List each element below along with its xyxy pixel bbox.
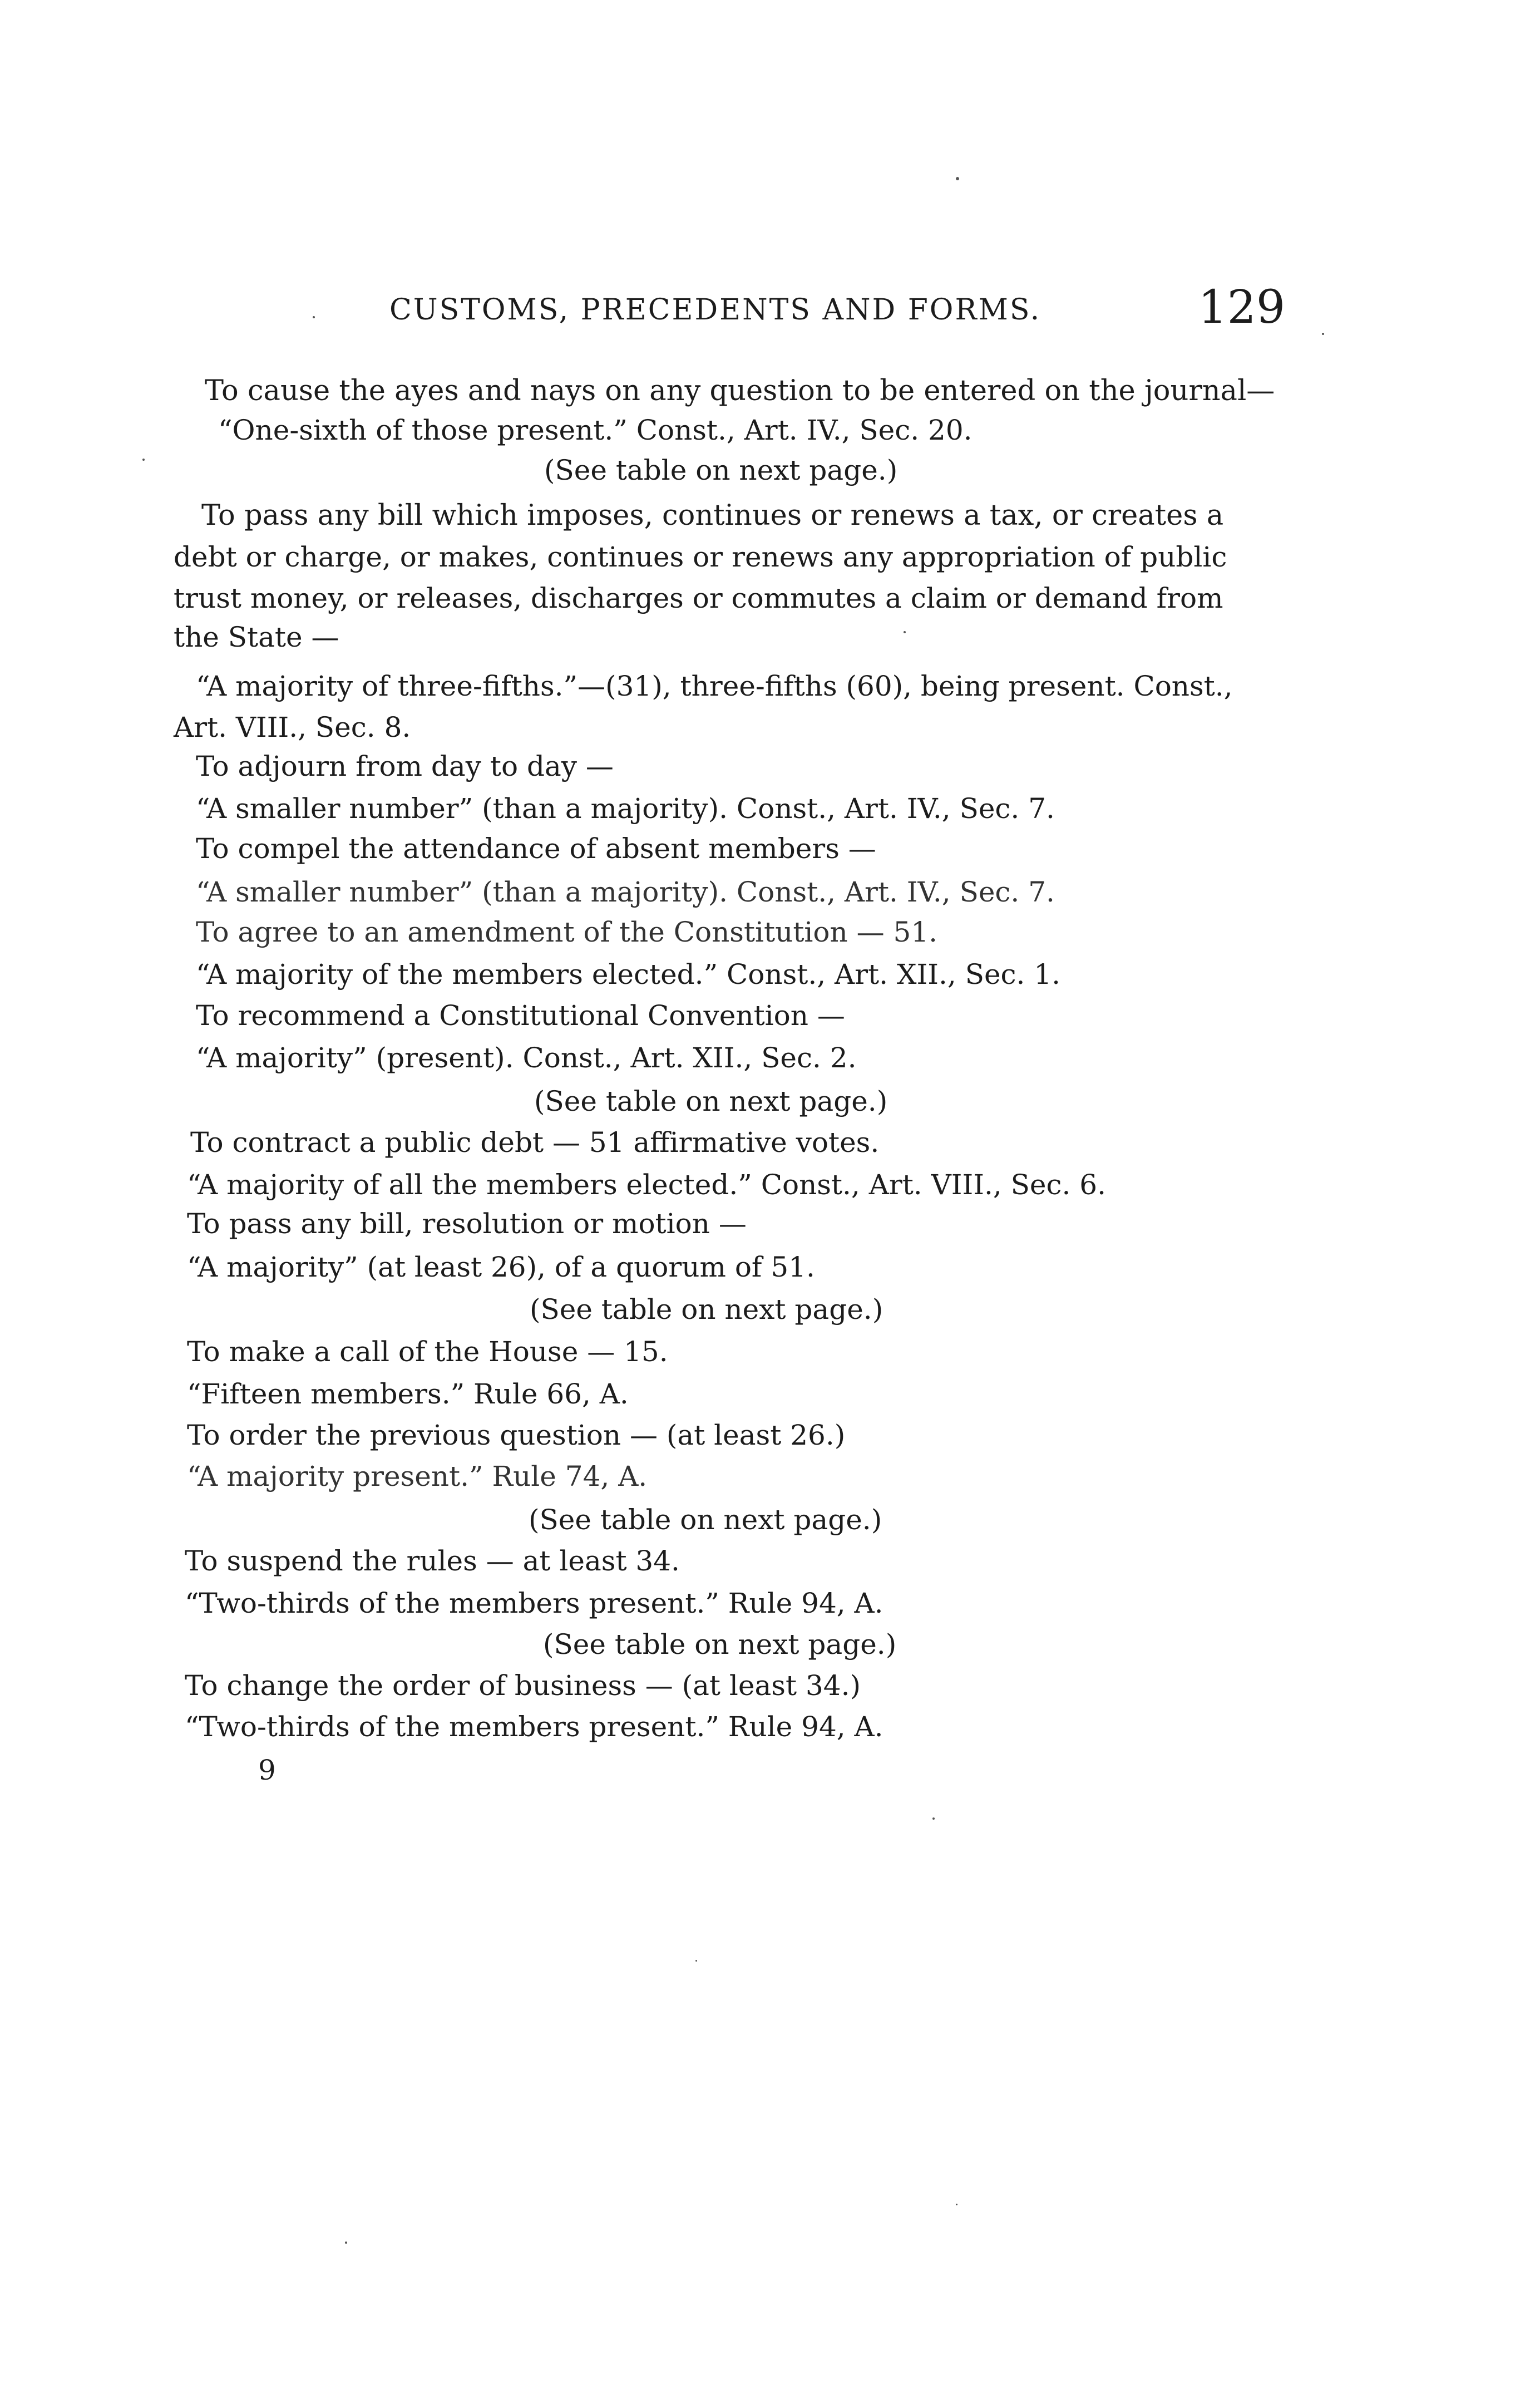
see-table-note: (See table on next page.) xyxy=(543,1628,897,1661)
signature-mark: 9 xyxy=(258,1754,276,1786)
speck xyxy=(1322,333,1324,335)
text-line: To recommend a Constitutional Convention — xyxy=(196,999,845,1032)
text-line: the State — xyxy=(174,621,339,653)
speck xyxy=(956,177,959,180)
text-line: To cause the ayes and nays on any question to be entered on the journal— xyxy=(205,375,1275,407)
text-line: “A smaller number” (than a majority). Const., Art. IV., Sec. 7. xyxy=(196,876,1055,908)
text-line: To pass any bill which imposes, continues or renews a tax, or creates a xyxy=(201,499,1224,532)
text-line: “Fifteen members.” Rule 66, A. xyxy=(187,1378,629,1410)
text-line: “A majority present.” Rule 74, A. xyxy=(187,1460,648,1492)
text-line: trust money, or releases, discharges or commutes a claim or demand from xyxy=(174,582,1223,614)
speck xyxy=(932,1817,935,1820)
speck xyxy=(904,631,906,633)
text-line: “One-sixth of those present.” Const., Art. IV., Sec. 20. xyxy=(218,414,973,446)
speck xyxy=(313,316,315,318)
see-table-note: (See table on next page.) xyxy=(529,1504,882,1536)
text-line: “A majority of all the members elected.” Const., Art. VIII., Sec. 6. xyxy=(187,1169,1106,1201)
text-line: To pass any bill, resolution or motion — xyxy=(187,1208,747,1240)
page-header xyxy=(389,281,1285,342)
text-line: To agree to an amendment of the Constitution — 51. xyxy=(196,916,938,948)
text-line: “A majority” (at least 26), of a quorum of 51. xyxy=(187,1251,815,1283)
speck xyxy=(142,459,145,461)
page-number: 129 xyxy=(1198,281,1285,334)
text-line: To adjourn from day to day — xyxy=(196,750,614,782)
running-title: CUSTOMS, PRECEDENTS AND FORMS. xyxy=(389,293,1042,327)
see-table-note: (See table on next page.) xyxy=(530,1293,883,1326)
text-line: debt or charge, or makes, continues or renews any appropriation of public xyxy=(174,541,1227,573)
text-line: “A majority of the members elected.” Const., Art. XII., Sec. 1. xyxy=(196,958,1061,991)
see-table-note: (See table on next page.) xyxy=(534,1085,888,1117)
text-line: To make a call of the House — 15. xyxy=(187,1336,668,1368)
speck xyxy=(345,2242,347,2244)
see-table-note: (See table on next page.) xyxy=(544,454,898,486)
text-line: “Two-thirds of the members present.” Rule 94, A. xyxy=(185,1587,883,1619)
text-line: “A majority” (present). Const., Art. XII., Sec. 2. xyxy=(196,1042,857,1074)
text-line: To order the previous question — (at least 26.) xyxy=(187,1419,846,1451)
text-line: To change the order of business — (at least 34.) xyxy=(185,1669,861,1702)
text-line: To suspend the rules — at least 34. xyxy=(185,1545,680,1577)
text-line: “A smaller number” (than a majority). Const., Art. IV., Sec. 7. xyxy=(196,792,1055,825)
text-line: Art. VIII., Sec. 8. xyxy=(174,711,411,743)
speck xyxy=(956,2204,957,2205)
text-line: “A majority of three-fifths.”—(31), three-fifths (60), being present. Const., xyxy=(196,670,1233,702)
text-line: To contract a public debt — 51 affirmative votes. xyxy=(190,1126,880,1159)
text-line: “Two-thirds of the members present.” Rule 94, A. xyxy=(185,1711,883,1743)
text-line: To compel the attendance of absent members — xyxy=(196,832,876,865)
speck xyxy=(695,1960,697,1962)
